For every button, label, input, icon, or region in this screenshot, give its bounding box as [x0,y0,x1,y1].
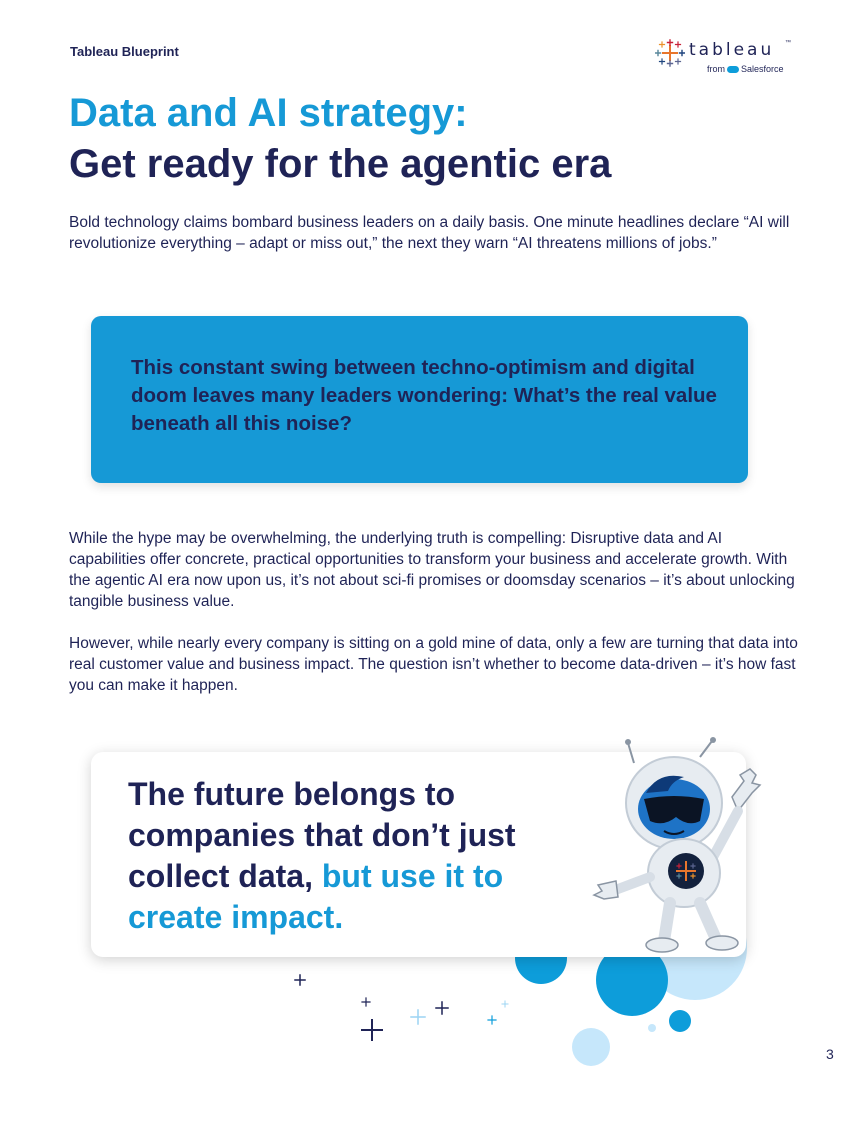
quote-highlight: but use it to create impact. [128,858,504,935]
body-paragraph-2: However, while nearly every company is sitting on a gold mine of data, only a few are turning that data into real customer value and business impact. The question isn’t whether to become data-driven – it’s how fast you can make it happen. [69,635,798,694]
callout-box [91,316,748,483]
logo-company: Salesforce [741,64,784,74]
bubble-tiny [648,1024,656,1032]
plus-icon [362,998,370,1006]
logo-from: from [707,64,725,74]
tableau-cross-icon [655,38,685,68]
bubble-small-light [572,1028,610,1066]
trademark-mark: ™ [785,40,791,46]
page-title-line-1: Data and AI strategy: [69,91,468,135]
robot-mascot-illustration [588,735,778,955]
plus-icon [411,1010,425,1024]
logo-sub-line [707,64,784,74]
logo-wordmark: tableau [689,40,775,60]
plus-icon [436,1002,448,1014]
body-paragraph-1: While the hype may be overwhelming, the underlying truth is compelling: Disruptive data and AI capabilities offer concrete, practical opportunities to transform your business and accelerate growth. With the agentic AI era now upon us, it’s not about sci-fi promises or doomsday scenarios – it’s about unlocking tangible business value. [69,530,795,610]
page-title-line-2: Get ready for the agentic era [69,142,612,186]
page-number: 3 [826,1046,834,1062]
plus-icon [295,975,305,985]
plus-icon [362,1020,382,1040]
brand-label: Tableau Blueprint [70,44,179,59]
bubble-small-dark [669,1010,691,1032]
intro-paragraph: Bold technology claims bombard business leaders on a daily basis. One minute headlines declare “AI will revolutionize everything – adapt or miss out,” the next they warn “AI threatens millions of jobs.” [69,214,790,252]
plus-icon [488,1016,496,1024]
quote-text [128,774,598,938]
quote-part-1: The future belongs to companies that don’t just collect data, [128,776,516,894]
callout-text: This constant swing between techno-optimism and digital doom leaves many leaders wondering: What’s the real value beneath all this noise? [131,356,717,435]
plus-icon [502,1001,508,1007]
tableau-logo [655,38,795,78]
salesforce-cloud-icon [727,66,739,73]
